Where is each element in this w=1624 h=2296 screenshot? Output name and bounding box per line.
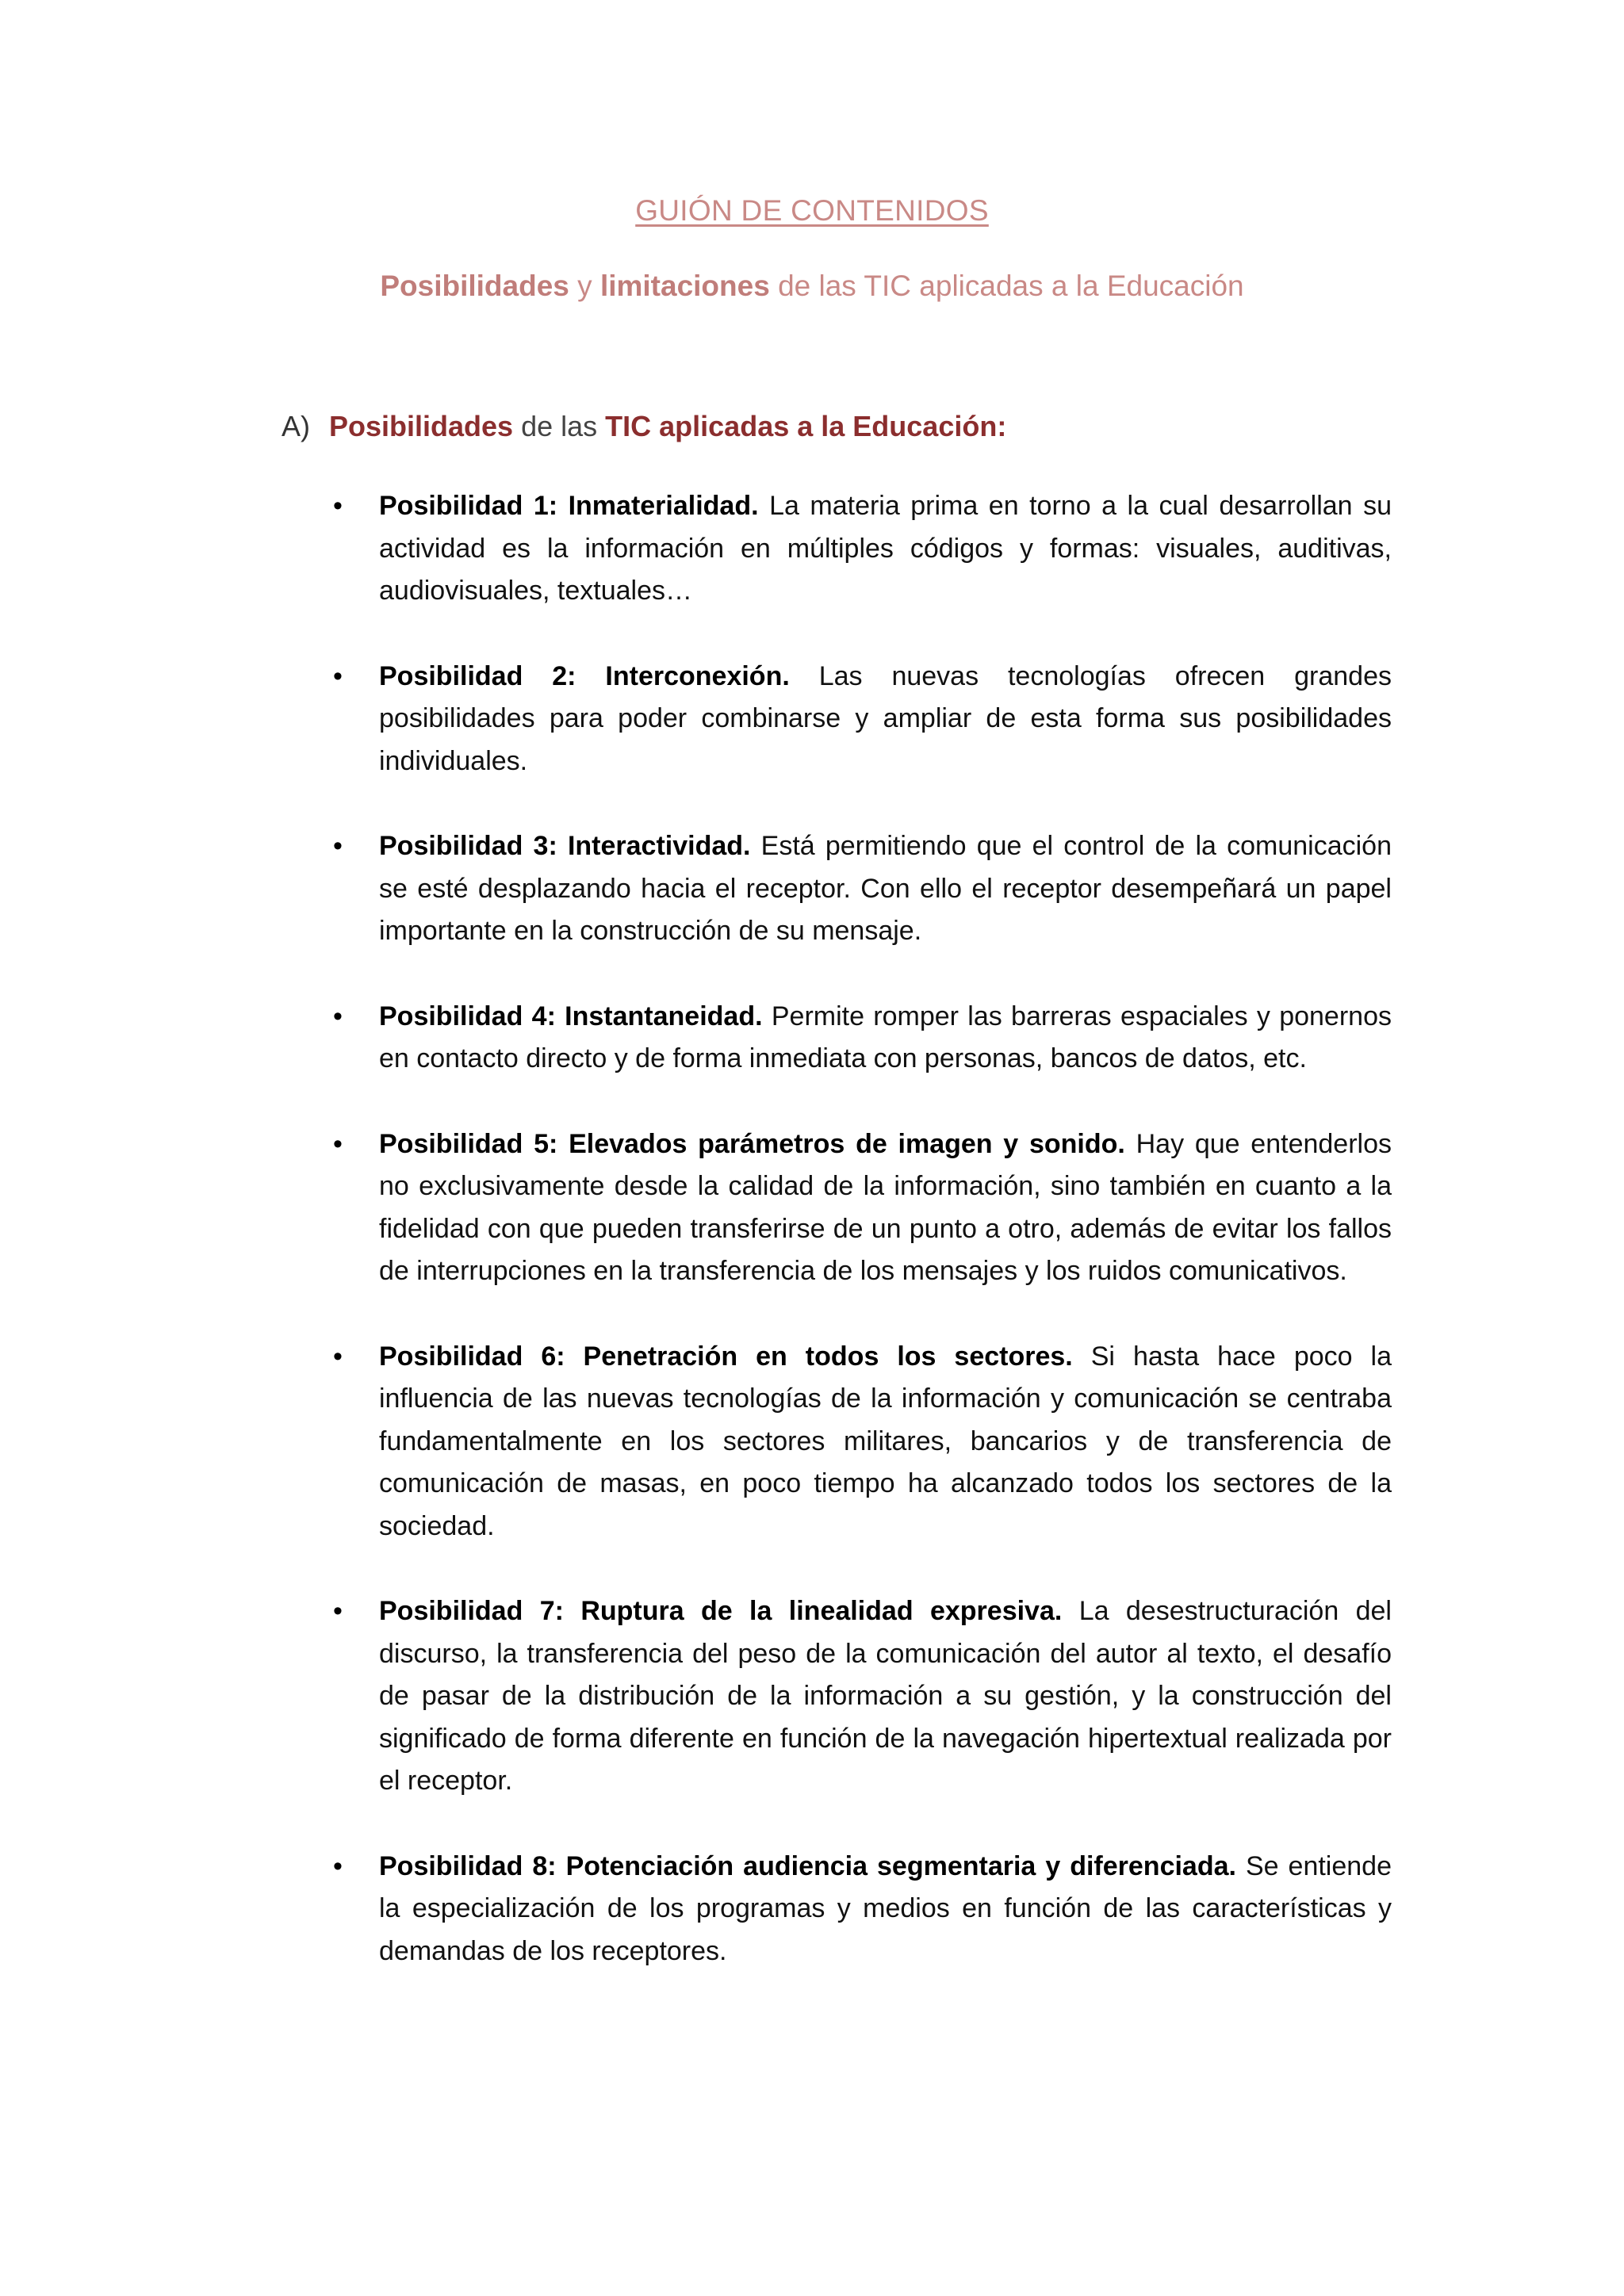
- section-a-heading-topic: TIC aplicadas a la Educación:: [605, 410, 1007, 442]
- item-text: Si hasta hace poco la influencia de las nuevas tecnologías de la información y comunicación se centraba fundamentalmente en los sectores militares, bancarios y de transferencia de comunicación de masas, en poco tiempo ha alcanzado todos los sectores de la sociedad.: [379, 1341, 1392, 1541]
- bullet-icon: •: [333, 1001, 343, 1031]
- section-a-marker: A): [282, 410, 310, 442]
- list-item: [321, 1590, 1392, 1803]
- list-item: [321, 656, 1392, 783]
- item-text: Se entiende la especialización de los programas y medios en función de las características y demandas de los receptores.: [379, 1850, 1392, 1966]
- subtitle-connector: y: [569, 270, 600, 302]
- item-title: Posibilidad 3: Interactividad.: [379, 831, 751, 861]
- section-a-heading-connector: de las: [513, 410, 606, 442]
- bullet-icon: •: [333, 1850, 343, 1881]
- list-item: [321, 485, 1392, 613]
- section-a-heading: [282, 406, 1006, 447]
- item-title: Posibilidad 8: Potenciación audiencia segmentaria y diferenciada.: [379, 1850, 1236, 1881]
- page-subtitle: [0, 266, 1624, 307]
- subtitle-rest: de las TIC aplicadas a la Educación: [769, 270, 1244, 302]
- item-text: Está permitiendo que el control de la comunicación se esté desplazando hacia el receptor. Con ello el receptor desempeñará un papel importante en la construcción de su mensaje.: [379, 831, 1392, 946]
- page-title: GUIÓN DE CONTENIDOS: [635, 194, 989, 227]
- possibilities-list: [321, 485, 1392, 2015]
- item-text: Permite romper las barreras espaciales y ponernos en contacto directo y de forma inmediata con personas, bancos de datos, etc.: [379, 1001, 1392, 1073]
- item-text: Hay que entenderlos no exclusivamente desde la calidad de la información, sino también en cuanto a la fidelidad con que pueden transferirse de un punto a otro, además de evitar los fallos de interrupciones en la transferencia de los mensajes y los ruidos comunicativos.: [379, 1128, 1392, 1286]
- bullet-icon: •: [333, 1128, 343, 1159]
- list-item: [321, 996, 1392, 1081]
- bullet-icon: •: [333, 831, 343, 861]
- subtitle-possibilities: Posibilidades: [380, 270, 569, 302]
- item-title: Posibilidad 1: Inmaterialidad.: [379, 491, 759, 521]
- list-item: [321, 825, 1392, 953]
- list-item: [321, 1123, 1392, 1293]
- subtitle-limitations: limitaciones: [599, 270, 770, 302]
- list-item: [321, 1846, 1392, 1973]
- item-title: Posibilidad 7: Ruptura de la linealidad expresiva.: [379, 1596, 1063, 1626]
- item-text: La materia prima en torno a la cual desarrollan su actividad es la información en múltiples códigos y formas: visuales, auditivas, audiovisuales, textuales…: [379, 491, 1392, 606]
- item-title: Posibilidad 4: Instantaneidad.: [379, 1001, 763, 1031]
- item-title: Posibilidad 5: Elevados parámetros de imagen y sonido.: [379, 1128, 1125, 1159]
- list-item: [321, 1336, 1392, 1548]
- bullet-icon: •: [333, 1596, 343, 1626]
- section-a-heading-possibilities: Posibilidades: [329, 410, 514, 442]
- bullet-icon: •: [333, 660, 343, 691]
- bullet-icon: •: [333, 1341, 343, 1372]
- item-text: La desestructuración del discurso, la transferencia del peso de la comunicación del autor al texto, el desafío de pasar de la distribución de la información a su gestión, y la construcción del significado de forma diferente en función de la navegación hipertextual realizada por el receptor.: [379, 1596, 1392, 1796]
- item-title: Posibilidad 6: Penetración en todos los sectores.: [379, 1341, 1073, 1372]
- bullet-icon: •: [333, 491, 343, 521]
- item-title: Posibilidad 2: Interconexión.: [379, 660, 790, 691]
- item-text: Las nuevas tecnologías ofrecen grandes posibilidades para poder combinarse y ampliar de esta forma sus posibilidades individuales.: [379, 660, 1392, 776]
